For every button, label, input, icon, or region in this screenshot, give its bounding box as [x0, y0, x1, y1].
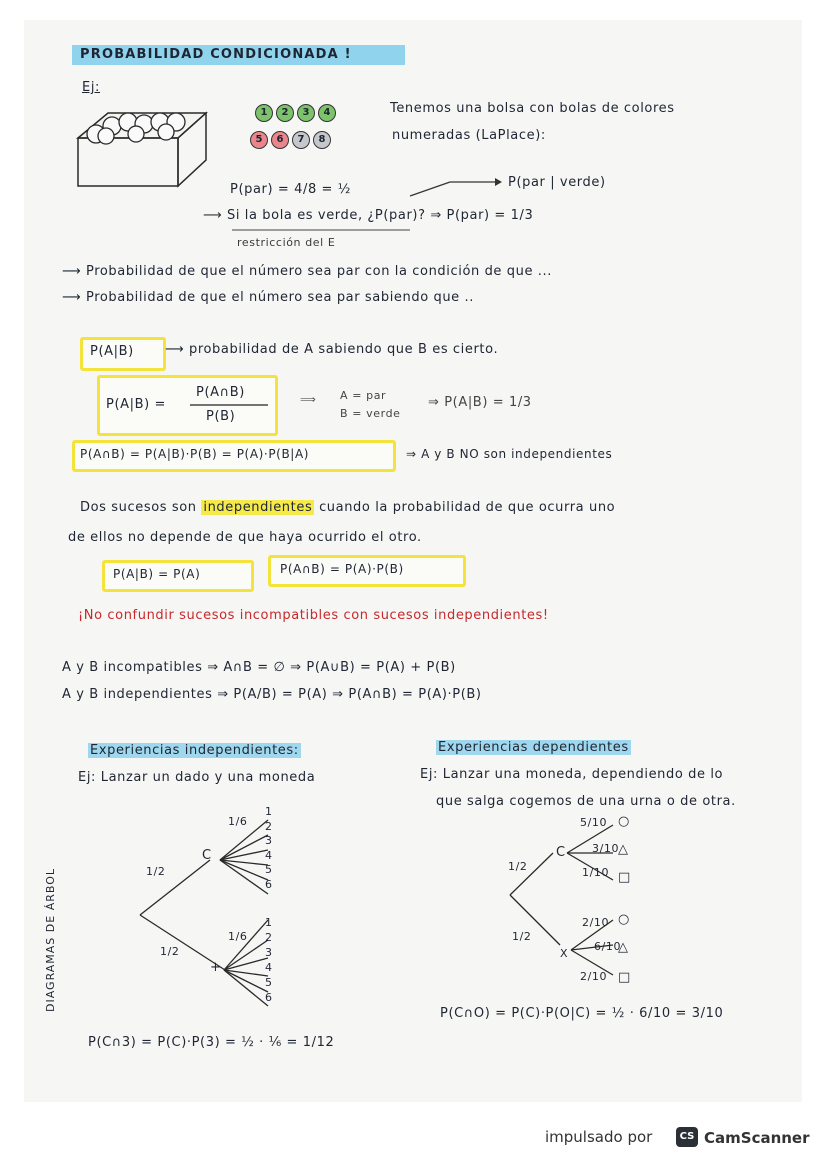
- question-text: Si la bola es verde, ¿P(par)?: [226, 208, 426, 223]
- left-p-half-top: 1/2: [146, 865, 166, 878]
- arrow-defs: ⟹: [300, 393, 317, 406]
- formula-left: P(A|B) =: [106, 397, 166, 412]
- right-node-c: C: [556, 845, 566, 860]
- b-definition: B = verde: [340, 407, 401, 420]
- pab-result: ⇒ P(A|B) = 1/3: [428, 395, 532, 410]
- indep-highlight: independientes: [203, 500, 313, 515]
- line-knowing: ⟶ Probabilidad de que el número sea par sabiendo que ..: [62, 290, 474, 305]
- outcome-plus-3: 3: [265, 946, 273, 959]
- balls-row-1: [255, 100, 339, 122]
- c-prob-1: 5/10: [580, 816, 608, 829]
- right-example-1: Ej: Lanzar una moneda, dependiendo de lo: [420, 767, 724, 782]
- line-condition: ⟶ Probabilidad de que el número sea par con la condición de que ...: [62, 264, 552, 279]
- left-node-plus: +: [210, 960, 222, 975]
- pab-desc-text: probabilidad de A sabiendo que B es cierto.: [188, 342, 499, 357]
- ball-3: 3: [297, 104, 315, 122]
- right-example-2: que salga cogemos de una urna o de otra.: [436, 794, 736, 809]
- x-prob-2: 6/10: [594, 940, 622, 953]
- pab-description: ⟶ probabilidad de A sabiendo que B es cierto.: [165, 342, 499, 357]
- outcome-plus-1: 1: [265, 916, 273, 929]
- ball-8: 8: [313, 131, 331, 149]
- outcome-c-1: 1: [265, 805, 273, 818]
- line-condition-text: Probabilidad de que el número sea par con la condición de que ...: [85, 264, 552, 279]
- fraction-bar: [190, 403, 270, 407]
- intro-line-2: numeradas (LaPlace):: [392, 128, 546, 143]
- shape-square-x-icon: □: [618, 970, 631, 985]
- outcome-c-6: 6: [265, 877, 273, 891]
- right-p-half-bottom: 1/2: [512, 930, 532, 943]
- page-title: PROBABILIDAD CONDICIONADA !: [80, 47, 352, 62]
- right-p-half-top: 1/2: [508, 860, 528, 873]
- c-prob-3: 1/10: [582, 866, 610, 879]
- incompatible-rule: A y B incompatibles ⇒ A∩B = ∅ ⇒ P(A∪B) = P(A) + P(B): [62, 660, 456, 675]
- outcome-c-4: 4: [265, 848, 273, 862]
- not-independent: ⇒ A y B NO son independientes: [406, 447, 613, 461]
- indep-formula-1: P(A|B) = P(A): [113, 567, 201, 581]
- right-result: P(C∩O) = P(C)·P(O|C) = ½ · 6/10 = 3/10: [440, 1006, 724, 1021]
- question-result: ⇒ P(par) = 1/3: [430, 208, 534, 223]
- shape-square-icon: □: [618, 870, 631, 885]
- left-p-sixth-bottom: 1/6: [228, 930, 248, 943]
- ball-2: 2: [276, 104, 294, 122]
- ball-5: 5: [250, 131, 268, 149]
- shape-circle-x-icon: ○: [618, 912, 630, 927]
- x-prob-3: 2/10: [580, 970, 608, 983]
- underline-restriction: [230, 228, 420, 234]
- a-definition: A = par: [340, 389, 387, 402]
- right-node-x: X: [560, 947, 569, 960]
- bag-drawing: [78, 108, 208, 188]
- indep-post: cuando la probabilidad de que ocurra uno: [319, 500, 616, 515]
- left-heading: [88, 743, 301, 758]
- shape-triangle-x-icon: △: [618, 940, 629, 955]
- question-green: ⟶ Si la bola es verde, ¿P(par)? ⇒ P(par) = 1/3: [203, 208, 534, 223]
- warning: ¡No confundir sucesos incompatibles con sucesos independientes!: [78, 608, 549, 623]
- balls-row-2: [250, 127, 334, 149]
- right-heading: [436, 740, 631, 755]
- shape-triangle-icon: △: [618, 842, 629, 857]
- side-label: DIAGRAMAS DE ÁRBOL: [44, 867, 57, 1012]
- outcome-plus-6: 6: [265, 991, 273, 1004]
- p-par: P(par) = 4/8 = ½: [230, 182, 351, 197]
- product-rule: P(A∩B) = P(A|B)·P(B) = P(A)·P(B|A): [80, 447, 310, 461]
- arrow-to-conditional: [410, 180, 500, 200]
- formula-numerator: P(A∩B): [196, 385, 245, 400]
- outcome-plus-2: 2: [265, 931, 273, 944]
- p-par-given-green: P(par | verde): [508, 175, 606, 190]
- indep-line-2: de ellos no depende de que haya ocurrido el otro.: [68, 530, 422, 545]
- example-label: Ej:: [82, 80, 101, 95]
- indep-line-1: [80, 500, 615, 515]
- pab-label: P(A|B): [90, 344, 134, 359]
- ball-7: 7: [292, 131, 310, 149]
- outcome-c-5: 5: [265, 863, 273, 876]
- shape-circle-icon: ○: [618, 814, 630, 829]
- footer-brand[interactable]: CamScanner: [704, 1129, 810, 1147]
- left-p-sixth-top: 1/6: [228, 815, 248, 828]
- outcome-plus-5: 5: [265, 976, 273, 989]
- formula-denominator: P(B): [206, 409, 236, 424]
- camscanner-logo: CS: [676, 1127, 698, 1147]
- left-heading-text: Experiencias independientes:: [90, 743, 299, 758]
- left-p-half-bottom: 1/2: [160, 945, 180, 958]
- left-result: P(C∩3) = P(C)·P(3) = ½ · ⅙ = 1/12: [88, 1035, 335, 1050]
- line-knowing-text: Probabilidad de que el número sea par sabiendo que ..: [85, 290, 474, 305]
- outcome-c-3: 3: [265, 834, 273, 847]
- ball-6: 6: [271, 131, 289, 149]
- outcome-c-2: 2: [265, 819, 273, 833]
- left-node-c: C: [202, 848, 212, 863]
- ball-1: 1: [255, 104, 273, 122]
- outcome-plus-4: 4: [265, 961, 273, 974]
- indep-formula-2: P(A∩B) = P(A)·P(B): [280, 562, 404, 576]
- x-prob-1: 2/10: [582, 916, 610, 929]
- intro-line-1: Tenemos una bolsa con bolas de colores: [390, 101, 675, 116]
- ball-4: 4: [318, 104, 336, 122]
- independent-rule: A y B independientes ⇒ P(A/B) = P(A) ⇒ P(A∩B) = P(A)·P(B): [62, 687, 482, 702]
- indep-pre: Dos sucesos son: [80, 500, 197, 515]
- restriction-note: restricción del E: [237, 236, 336, 249]
- footer-powered: impulsado por: [545, 1128, 653, 1146]
- left-outcomes-plus: [265, 915, 277, 1005]
- left-example: Ej: Lanzar un dado y una moneda: [78, 770, 316, 785]
- c-prob-2: 3/10: [592, 842, 620, 855]
- left-outcomes-c: [265, 805, 277, 892]
- right-heading-text: Experiencias dependientes: [438, 740, 629, 755]
